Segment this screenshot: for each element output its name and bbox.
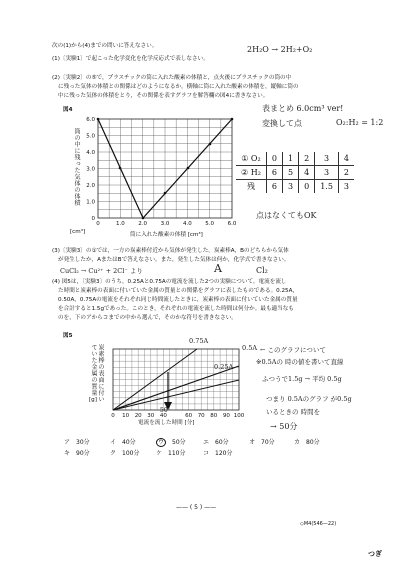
fig4-x-tick: 1.0 — [115, 221, 125, 227]
option-u-circled — [156, 437, 186, 446]
fig4-y-tick: 5.0 — [86, 133, 95, 140]
option-value: 100分 — [122, 450, 140, 457]
option-key: ウ — [158, 439, 165, 446]
table-cell: 2 — [338, 166, 354, 180]
option-value: 70分 — [261, 439, 275, 446]
fig5-y-unit: [g] — [89, 397, 97, 403]
table-cell: 1.5 — [315, 180, 339, 194]
fig4-y-tick: 2.0 — [86, 183, 95, 189]
option-value: 120分 — [215, 450, 233, 457]
option-key: カ — [294, 439, 301, 446]
note-ratio: O₂:H₂ = 1:2 — [336, 118, 384, 127]
q3-answer-electrode: A — [214, 262, 222, 275]
option-key: エ — [203, 439, 210, 446]
fig5-y-label: 炭素棒の表面に付いていた金属の質量 — [90, 344, 104, 403]
fig4-x-tick: 0 — [96, 221, 100, 227]
option-ko — [203, 448, 232, 457]
fig5-note-1: ← このグラフについて — [260, 346, 326, 354]
option-key: コ — [203, 450, 210, 457]
option-value: 60分 — [215, 439, 229, 446]
table-cell: 3 — [338, 180, 354, 194]
fig4-y-tick: 6.0 — [86, 117, 95, 123]
table-cell: 2 — [299, 152, 315, 166]
option-i — [110, 437, 136, 446]
option-key: キ — [64, 450, 71, 457]
question-1: (1)〔実験1〕で起こった化学変化を化学反応式で表しなさい。 — [52, 56, 209, 62]
table-cell: 5 — [283, 166, 299, 180]
option-value: 110分 — [168, 450, 186, 457]
fig4-y-label: 筒の中に残った気体の体積 — [73, 128, 80, 206]
table-cell: 1 — [283, 152, 299, 166]
question-2-line-2: に残った気体の体積との関係はどのようになるか。横軸に筒に入れた酸素の体積を，縦軸に筒の — [58, 84, 299, 90]
option-ku — [110, 448, 139, 457]
fig5-x-tick: 100 — [233, 413, 245, 419]
table-cell: ② H₂ — [236, 166, 266, 180]
q3-answer-gas: Cl₂ — [256, 266, 268, 275]
option-ki — [64, 448, 90, 457]
option-e — [203, 437, 229, 446]
fig5-x-tick: 70 — [197, 413, 205, 419]
option-value: 40分 — [122, 439, 136, 446]
question-4-line-3: 0.50A，0.75Aの電流をそれぞれ同じ時間流したときに，炭素棒の表面に付いていた金属の質量 — [58, 297, 298, 303]
fig4-x-tick: 2.0 — [138, 221, 148, 227]
fig4-y-tick: 1.0 — [86, 199, 95, 206]
question-4-line-5: のを，下のアからコまでの中から選んで，そのかな符号を書きなさい。 — [58, 315, 237, 321]
note-convert: 変換して点 — [262, 119, 302, 128]
q3-handwritten-note: CuCl₂ → Cu²⁺ + 2Cl⁻ より — [60, 267, 143, 275]
table-cell: 3 — [315, 166, 339, 180]
table-cell: 6 — [266, 180, 282, 194]
corner-mark: つぎ — [368, 550, 382, 558]
fig5-note-5: いるときの 時間を — [266, 408, 321, 416]
q1-handwritten-answer: 2H₂O → 2H₂+O₂ — [247, 45, 313, 54]
option-o — [249, 437, 275, 446]
option-value: 30分 — [76, 439, 90, 446]
question-4-line-4: を合計すると1.5gであった。このとき，それぞれの電流を流した時間は何分か。最も適当なも — [58, 306, 294, 312]
fig5-label-050A: 0.5A — [242, 344, 258, 352]
option-value: 50分 — [172, 439, 186, 446]
fig4-x-tick: 3.0 — [160, 221, 170, 227]
fig5-x-tick: 60 — [185, 413, 193, 419]
question-3-line-1: (3)〔実験3〕の①では，一方の炭素棒付近から気体が発生した。炭素棒A，Bのどちらから気体 — [52, 248, 289, 254]
question-4-line-1: (4) 図5は，〔実験3〕のうち，0.25Aと0.75Aの電流を流した2つの実験について，電流を流し — [52, 279, 287, 285]
fig5-title: 図5 — [63, 333, 73, 339]
fig5-note-4: つまり 0.5Aのグラフ が0.5g — [266, 395, 352, 403]
fig5-label-025A: 0.25A — [214, 363, 234, 371]
exam-code: ◇M4(546—22) — [300, 521, 337, 527]
fig4-y-tick: 3.0 — [86, 166, 95, 173]
intro: 次の(1)から(4)までの問いに答えなさい。 — [52, 43, 158, 49]
page-number: —— ( 5 ) —— — [176, 504, 217, 511]
fig4-y-tick: 0 — [91, 216, 95, 222]
table-cell: 6 — [266, 166, 282, 180]
table-cell: 残 — [246, 182, 255, 191]
table-cell: 3 — [283, 180, 299, 194]
fig5-note-answer: → 50分 — [270, 422, 298, 431]
option-value: 90分 — [76, 450, 90, 457]
fig4-x-label: 筒に入れた酸素の体積 [cm³] — [130, 232, 203, 238]
table-cell: 4 — [299, 166, 315, 180]
table-cell: ① O₂ — [241, 154, 261, 163]
fig5-mark-50: 50 — [160, 407, 168, 414]
option-value: 80分 — [306, 439, 320, 446]
table-cell: 4 — [338, 152, 354, 166]
fig5-x-tick: 40 — [159, 413, 167, 419]
fig5-note-3: ふつうで1.5g → 平均 0.5g — [262, 375, 342, 383]
fig5-x-tick: 30 — [147, 413, 155, 419]
fig4-x-tick: 4.0 — [182, 221, 192, 227]
fig5-x-tick: 0 — [111, 413, 115, 419]
option-a — [64, 437, 90, 446]
question-3-line-2: が発生したか，AまたはBで答えなさい。また，発生した気体は何か，化学式で書きなさい。 — [58, 257, 290, 263]
fig5-x-tick: 20 — [134, 413, 142, 419]
note-table-header: 表まとめ 6.0cm³ ver! — [262, 104, 344, 113]
question-4-line-2: た時間と炭素棒の表面に付いていた金属の質量との関係をグラフに表したものである。0.25A， — [58, 288, 299, 294]
option-ka — [294, 437, 320, 446]
option-key: オ — [249, 439, 256, 446]
fig4-y-tick: 4.0 — [86, 150, 95, 156]
fig5-note-2: ※0.5Aの 時の値を書いて直線 — [256, 358, 344, 366]
question-2-line-1: (2)〔実験2〕の⑤で，プラスチックの筒に入れた酸素の体積と，点火後にプラスチックの筒の中 — [52, 75, 292, 81]
fig5-x-tick: 90 — [222, 413, 230, 419]
option-key: イ — [110, 439, 117, 446]
fig4-x-tick: 5.0 — [205, 221, 215, 227]
option-key: ク — [110, 450, 117, 457]
fig5-x-tick: 80 — [210, 413, 218, 419]
table-cell: 0 — [299, 180, 315, 194]
note-points-optional: 点はなくてもOK — [256, 211, 317, 220]
fig5-x-tick: 10 — [122, 413, 130, 419]
table-cell: 3 — [315, 152, 339, 166]
question-2-line-3: 中に残った気体の体積をとり，その関係を表すグラフを解答欄の図4に書きなさい。 — [58, 93, 269, 99]
option-ke — [156, 448, 185, 457]
table-cell: 0 — [266, 152, 282, 166]
fig5-label-075A: 0.75A — [189, 337, 209, 345]
fig4-x-tick: 6.0 — [227, 221, 237, 227]
fig5-x-label: 電流を流した時間 [分] — [138, 420, 195, 426]
option-key: ケ — [156, 450, 163, 457]
fig4-y-unit: [cm³] — [70, 229, 86, 235]
fig4-title: 図4 — [63, 107, 73, 113]
option-key: ア — [64, 439, 71, 446]
